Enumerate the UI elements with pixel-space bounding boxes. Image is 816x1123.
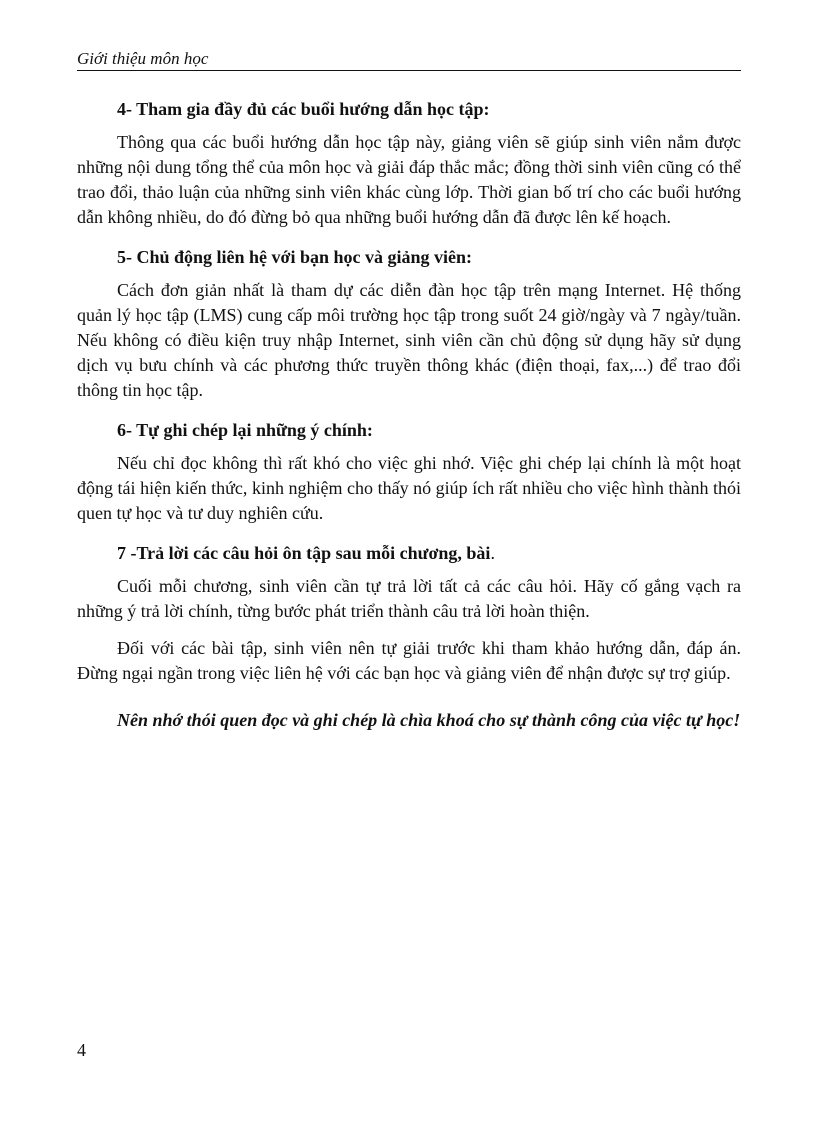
running-header: Giới thiệu môn học xyxy=(77,49,209,68)
section-heading xyxy=(77,540,741,566)
closing-remark: Nên nhớ thói quen đọc và ghi chép là chìa khoá cho sự thành công của việc tự học! xyxy=(117,710,741,730)
section-paragraph: Cuối mỗi chương, sinh viên cần tự trả lời tất cả các câu hỏi. Hãy cố gắng vạch ra những ý trả lời chính, từng bước phát triển thành câu trả lời hoàn thiện. xyxy=(77,576,741,621)
section-4 xyxy=(77,96,741,230)
section-6 xyxy=(77,417,741,526)
section-7 xyxy=(77,540,741,686)
section-heading: 6- Tự ghi chép lại những ý chính: xyxy=(117,420,373,440)
section-heading-text: 7 -Trả lời các câu hỏi ôn tập sau mỗi chương, bài xyxy=(117,543,491,563)
section-paragraph: Thông qua các buổi hướng dẫn học tập này, giảng viên sẽ giúp sinh viên nắm được những nội dung tổng thể của môn học và giải đáp thắc mắc; đồng thời sinh viên cũng có thể trao đổi, thảo luận của những sinh viên khác cùng lớp. Thời gian bố trí cho các buổi hướng dẫn không nhiều, do đó đừng bỏ qua những buổi hướng dẫn đã được lên kế hoạch. xyxy=(77,132,741,227)
section-paragraph: Cách đơn giản nhất là tham dự các diễn đàn học tập trên mạng Internet. Hệ thống quản lý học tập (LMS) cung cấp môi trường học tập trong suốt 24 giờ/ngày và 7 ngày/tuần. Nếu không có điều kiện truy nhập Internet, sinh viên cần chủ động sử dụng hãy sử dụng dịch vụ bưu chính và các phương thức truyền thông khác (điện thoại, fax,...) để trao đổi thông tin học tập. xyxy=(77,280,741,400)
section-paragraph: Nếu chỉ đọc không thì rất khó cho việc ghi nhớ. Việc ghi chép lại chính là một hoạt động tái hiện kiến thức, kinh nghiệm cho thấy nó giúp ích rất nhiều cho việc hình thành thói quen tự học và tư duy nghiên cứu. xyxy=(77,453,741,523)
page-number: 4 xyxy=(77,1040,86,1060)
page-content xyxy=(77,96,741,745)
section-heading-suffix: . xyxy=(490,543,495,563)
section-heading: 5- Chủ động liên hệ với bạn học và giảng viên: xyxy=(117,247,473,267)
section-heading: 4- Tham gia đầy đủ các buổi hướng dẫn học tập: xyxy=(117,99,490,119)
section-5 xyxy=(77,244,741,403)
section-paragraph: Đối với các bài tập, sinh viên nên tự giải trước khi tham khảo hướng dẫn, đáp án. Đừng ngại ngần trong việc liên hệ với các bạn học và giảng viên để nhận được sự trợ giúp. xyxy=(77,638,741,683)
header-divider xyxy=(77,70,741,71)
